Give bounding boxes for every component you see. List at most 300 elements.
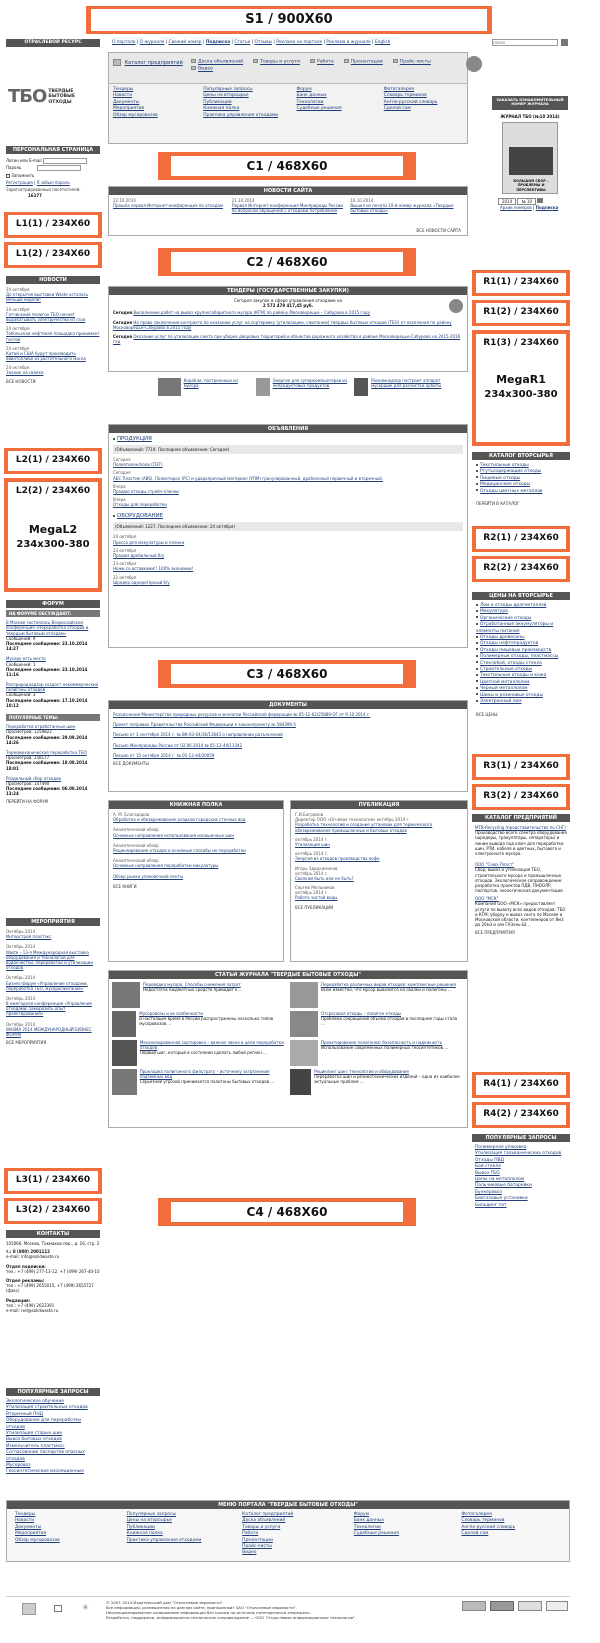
menu-item[interactable]: Банк данных xyxy=(353,1518,384,1524)
price-item[interactable]: Отходы древесины xyxy=(476,635,566,641)
forum-pop-link[interactable]: Термомеханическая переработка ТБО xyxy=(6,749,87,755)
nav-popular[interactable]: Популярные запросы xyxy=(203,87,253,92)
menu-item[interactable]: Каталог предприятий xyxy=(242,1512,294,1517)
recycle-catalog-all[interactable]: ПЕРЕЙТИ В КАТАЛОГ xyxy=(476,501,520,507)
top-link-fresh-issue[interactable]: Свежий номер xyxy=(168,40,202,45)
popular-left-item[interactable]: Вывоз бытовых отходов xyxy=(6,1437,62,1443)
article-thumb xyxy=(290,982,318,1008)
top-link-reviews[interactable]: Отзывы xyxy=(254,40,273,45)
book-link[interactable]: Рециклирование отходов и основные способы их переработки xyxy=(113,847,246,853)
menu-item[interactable]: Практика управления отходами xyxy=(126,1537,202,1543)
personal-page: ПЕРСОНАЛЬНАЯ СТРАНИЦА Логин или E-mail Пароль Запомнить Регистрация | Я забыл пароль Зарегистрированных посетителей: 16177 xyxy=(6,146,100,208)
price-item[interactable]: Строительные отходы xyxy=(476,667,566,673)
banner-c3[interactable] xyxy=(158,660,416,688)
nav-documents[interactable]: Документы xyxy=(113,99,140,105)
event-link[interactable]: Бизнес-форум «Управление отходами, переработка ТБО, мусоросжигание» xyxy=(6,980,88,991)
nav-trucks[interactable]: Обзор мусоровозов xyxy=(113,112,158,118)
enterprise-link[interactable]: MTB-Recycling (представительство по СНГ) xyxy=(475,825,566,830)
site-news-link[interactable]: Вышел из печати 10-й номер журнала «Твердые бытовые отходы» xyxy=(350,203,454,214)
forum-pop-item xyxy=(6,724,100,745)
contacts-title: КОНТАКТЫ xyxy=(6,1230,100,1238)
popular-left-item[interactable]: Геосинтетические изоляционные xyxy=(6,1469,84,1475)
article-link[interactable]: Отсресовая отходы – полигон отходы xyxy=(320,1011,402,1016)
login-input[interactable] xyxy=(43,158,87,164)
news-date: 24 октября xyxy=(6,306,30,312)
article-link[interactable]: Прокладка полигонного фильтрату – источнику загрязнения подземных вод xyxy=(139,1069,270,1080)
book-link[interactable]: Обработка и обезвреживание осадков городских сточных вод xyxy=(113,817,246,823)
recycle-item[interactable]: Пищевые отходы xyxy=(476,476,566,482)
menu-item[interactable]: Мероприятия xyxy=(15,1531,47,1537)
banner-megal2-name: MegaL2 xyxy=(28,523,78,537)
site-logo[interactable] xyxy=(8,86,100,110)
article-thumb xyxy=(112,982,140,1008)
nav-databank[interactable]: Банк данных xyxy=(296,93,327,99)
popular-right-item[interactable]: Цены на металлолом xyxy=(475,1177,525,1183)
tenders-seal-icon xyxy=(449,299,463,313)
footer-copy-notice: Несанкционированное копирование информации без ссылки на источник категорически запрещено. xyxy=(106,1609,311,1615)
menu-item[interactable]: Презентации xyxy=(242,1537,273,1543)
article-item xyxy=(112,1069,284,1095)
news-link[interactable]: Знание на свалке xyxy=(6,370,44,376)
nav-publications[interactable]: Публикации xyxy=(203,99,232,105)
search-icon[interactable] xyxy=(561,39,568,46)
banner-r3-1[interactable] xyxy=(472,754,570,780)
popular-left-item[interactable]: Согласование паспортов опасных отходов xyxy=(6,1450,85,1462)
prices-all[interactable]: ВСЕ ЦЕНЫ xyxy=(476,711,498,717)
site-news-item xyxy=(350,198,463,214)
ad-link[interactable]: Шредер однороторный б/у xyxy=(113,579,170,585)
pub-link[interactable]: Энергия из отходов производства кофе xyxy=(295,856,380,862)
menu-item[interactable]: Видео xyxy=(242,1550,257,1556)
banner-megar1-size: 234x300-380 xyxy=(484,389,558,400)
ad-item xyxy=(113,497,463,507)
price-item[interactable]: Отработанные аккумуляторы и элементы питания xyxy=(476,622,554,634)
publications-block xyxy=(290,800,468,962)
ad-tag: 24 октября xyxy=(113,534,137,540)
nav-tab-video[interactable] xyxy=(191,66,213,72)
tenders-title: ТЕНДЕРЫ (ГОСУДАРСТВЕННЫЕ ЗАКУПКИ) xyxy=(109,287,467,295)
ad-link[interactable]: Продаю отходы стрейч-пленки xyxy=(113,488,179,494)
docs-all[interactable]: ВСЕ ДОКУМЕНТЫ xyxy=(113,760,149,766)
price-item[interactable]: Органические отходы xyxy=(476,616,566,622)
nav-tab-jobs[interactable] xyxy=(310,59,334,65)
forum-pop-views: Просмотров: 147490 xyxy=(6,780,50,786)
footer-rights: Все информация, размещенная на данном сайте, принадлежит ЗАО "Отраслевые ведомости". xyxy=(106,1604,297,1610)
news-block xyxy=(6,276,100,440)
news-date: 24 октября xyxy=(6,365,30,371)
banner-c4[interactable] xyxy=(158,1198,416,1226)
menu-item[interactable]: Книжная полка xyxy=(126,1531,163,1537)
ad-link[interactable]: Отходы для переработки xyxy=(113,502,167,508)
book-author: Аналитический обзор xyxy=(113,827,159,833)
banner-r4-1[interactable] xyxy=(472,1072,570,1098)
banner-l2-2[interactable] xyxy=(4,478,102,592)
banner-l3-2[interactable] xyxy=(4,1198,102,1224)
popular-right-item[interactable]: Утилизация гальванических отходов xyxy=(475,1151,562,1157)
banner-l1-1-label: L1(1) / 234X60 xyxy=(8,215,98,235)
article-link[interactable]: Механизированная сортировка – важное звено в цепи переработки отходов xyxy=(139,1040,284,1051)
popular-right-item[interactable]: Полимерная упаковка xyxy=(475,1145,527,1150)
event-item xyxy=(6,944,100,970)
password-input[interactable] xyxy=(37,165,81,171)
presentation-icon xyxy=(344,59,349,63)
popular-left-item[interactable]: Вторичный ПНД xyxy=(6,1411,44,1417)
article-item xyxy=(112,1040,284,1066)
ads-section-equipment[interactable] xyxy=(113,513,463,520)
event-link[interactable]: Waste – 13-я Международная выставка оборудования и технологий для водоочистки, переработки и утилизации отходов xyxy=(6,949,93,971)
pub-link[interactable]: Разработка технологий и создание установок для термического обезвреживания промышленных и бытовых отходов xyxy=(295,822,433,833)
forum-link[interactable]: В Москве состоялась Всероссийская конференция «Переработка отходов и твердым бытовым отходам» xyxy=(6,620,89,636)
doc-link[interactable]: Письмо от 3 сентября 2014 г. № ВК-03-04/36/13643 о направлении разъяснений xyxy=(113,732,283,738)
forum-link[interactable]: Мусору есть место xyxy=(6,656,46,662)
tender-link[interactable]: Оказание услуг по утилизации смета при уборке дворовых территорий и объектов дорожного хозяйства в районе Московорецье-Сабурово на 2015-2016 год xyxy=(113,333,461,345)
banner-r1-2[interactable] xyxy=(472,300,570,326)
news-all-link[interactable]: ВСЕ НОВОСТИ xyxy=(6,378,36,384)
tender-tag: Сегодня xyxy=(113,319,133,325)
banner-r1-2-label: R1(2) / 234X60 xyxy=(476,303,566,323)
news-link[interactable]: Тобольская нефтяная площадка принимает гостей xyxy=(6,331,100,342)
price-item[interactable]: Макулатура xyxy=(476,609,566,615)
register-link[interactable]: Регистрация xyxy=(6,180,33,186)
article-link[interactable]: Проектирование полигонов: безопасность и надежность xyxy=(321,1040,443,1045)
menu-item[interactable]: Словарь терминов xyxy=(461,1518,505,1524)
banner-c2[interactable] xyxy=(158,248,416,276)
logo-line2: БЫТОВЫЕ xyxy=(48,94,76,100)
news-date: 24 октября xyxy=(6,287,30,292)
go-button[interactable] xyxy=(537,198,543,203)
event-link[interactable]: WASMA 2014 МЕЖДУНАРОДНЫЙ БИЗНЕС ФОРУМ xyxy=(6,1026,92,1037)
top-link-english[interactable]: English xyxy=(374,40,391,45)
event-link[interactable]: 8 ежегодная конференция «Управление отходами: заморозить опыт проектирования» xyxy=(6,1001,92,1017)
pub-link[interactable]: Работа чистой воды xyxy=(295,895,338,901)
banner-c1[interactable] xyxy=(158,152,416,180)
nav-tab-presentations[interactable] xyxy=(344,59,383,65)
article-item xyxy=(112,1011,284,1037)
price-item[interactable]: Текстильные отходы и кожа xyxy=(476,673,566,679)
forum-msgs: Сообщений: 9 xyxy=(6,635,36,641)
popular-left-item[interactable]: Утилизация строительных отходов xyxy=(6,1405,88,1411)
ad-item xyxy=(113,470,463,480)
popular-right-item[interactable]: Пальчиковые батарейки xyxy=(475,1183,532,1189)
portal-menu-title: МЕНЮ ПОРТАЛА "ТВЕРДЫЕ БЫТОВЫЕ ОТХОДЫ" xyxy=(7,1501,569,1509)
ads-title: ОБЪЯВЛЕНИЯ xyxy=(109,425,467,433)
order-issue-button[interactable] xyxy=(492,96,568,110)
menu-item[interactable]: Форум xyxy=(353,1512,369,1517)
forgot-link[interactable]: Я забыл пароль xyxy=(36,180,70,186)
banner-l3-1[interactable] xyxy=(4,1168,102,1194)
news-link[interactable]: Китай и США будут производить авиатопливо из растительного масла xyxy=(6,350,86,362)
publications-all[interactable]: ВСЕ ПУБЛИКАЦИИ xyxy=(295,904,334,910)
footer-sitemap-icon[interactable] xyxy=(54,1605,62,1612)
banner-r4-2[interactable] xyxy=(472,1102,570,1128)
nav-prices[interactable]: Цены на вторсырье xyxy=(203,93,249,99)
ad-item xyxy=(113,457,463,467)
docs-block xyxy=(108,700,468,792)
contacts-sub-phones: тел.: +7 (499) 277-13-12, +7 (499) 267-40-10 xyxy=(6,1268,100,1274)
menu-item[interactable]: Товары и услуги xyxy=(242,1524,281,1530)
banner-r1-3[interactable] xyxy=(472,330,570,446)
recycle-item[interactable]: Отходы цветных металлов xyxy=(476,489,566,495)
pub-meta: октябрь 2014 г. xyxy=(295,836,329,842)
pub-meta: октябрь 2014 г. xyxy=(295,870,329,876)
nav-events[interactable]: Мероприятия xyxy=(113,106,145,112)
banner-l2-1[interactable] xyxy=(4,448,102,474)
book-link[interactable]: Основные направления использования изношенных шин xyxy=(113,832,235,838)
menu-item[interactable]: Тендеры xyxy=(15,1512,36,1517)
banner-r3-2-label: R3(2) / 234X60 xyxy=(476,787,566,807)
article-link[interactable]: Переработка различных видов отходов: комплексные решения xyxy=(321,982,456,987)
promo-link: Роскомнадзор построит аппарат мусорщик для расчистки орбиты xyxy=(371,378,442,389)
nav-tenders[interactable]: Тендеры xyxy=(113,87,134,92)
banner-s1-label: S1 / 900X60 xyxy=(91,9,487,31)
site-news-item xyxy=(232,198,345,214)
search-input[interactable] xyxy=(492,39,558,46)
popular-right-item[interactable]: Бильдинг пэт xyxy=(475,1202,507,1208)
menu-item[interactable]: Популярные запросы xyxy=(126,1512,176,1517)
forum-all[interactable]: ПЕРЕЙТИ НА ФОРУМ xyxy=(6,799,49,805)
menu-item[interactable]: Фотогалерея xyxy=(461,1512,492,1517)
banner-l1-2[interactable] xyxy=(4,242,102,268)
search-box xyxy=(492,39,568,47)
events-all[interactable]: ВСЕ МЕРОПРИЯТИЯ xyxy=(6,1040,47,1046)
catalog-link[interactable] xyxy=(113,59,183,66)
popular-left-item[interactable]: Оборудование для переработки отходов xyxy=(6,1418,81,1430)
contacts-email[interactable]: e-mail: info@solidwaste.ru xyxy=(6,1254,60,1260)
nav-gallery[interactable]: Фотогалерея xyxy=(383,87,415,92)
journal-cover-caption: БОЛЬШОЙ СБОР – ПРОБЛЕМЫ И ПЕРСПЕКТИВЫ xyxy=(513,179,549,192)
pub-item xyxy=(295,866,463,882)
popular-left-item[interactable]: Экологическое обучение xyxy=(6,1399,64,1404)
pub-link[interactable]: Свалкам быть или не быть? xyxy=(295,875,354,881)
menu-item[interactable]: Обзор мусоровозов xyxy=(15,1537,60,1543)
ad-link[interactable]: АБС Пластик (ABS), Полистирол (PC) и ударопрочный материал (УПМ) гранулированный, дробленный первичный и вторичный. xyxy=(113,475,383,481)
contacts-phone: т.: 8 (800) 2001112 xyxy=(6,1249,50,1255)
issue-selector xyxy=(498,198,568,204)
article-thumb xyxy=(290,1011,318,1037)
promo-item[interactable] xyxy=(158,378,250,408)
remember-checkbox[interactable] xyxy=(6,174,10,178)
enterprise-desc: Производство всего спектра оборудования (шредеры, грануляторы, сепараторы) и линии вывода под ключ для переработки шин, РТИ, кабеля и цветных, бытового и электронного мусора. xyxy=(475,830,567,856)
nav-diy[interactable]: Сделай сам xyxy=(383,106,411,112)
nav-tech[interactable]: Технологии xyxy=(296,99,324,105)
top-links: О портале | О журнале | Свежий номер | Подписка | Статьи | Отзывы | Реклама на портале | Реклама в журнале | English xyxy=(112,40,391,45)
promo-item[interactable] xyxy=(256,378,348,408)
counter-badge-4[interactable] xyxy=(546,1601,568,1611)
banner-r3-1-label: R3(1) / 234X60 xyxy=(476,757,566,777)
doc-link[interactable]: Разъяснения Министерства природных ресурсов и экологии Российской федерации № 05-12-02/25889-ОГ от 9.10.2014 г. xyxy=(113,712,371,717)
banner-l1-1[interactable] xyxy=(4,212,102,238)
popular-right-item[interactable]: Бой стекла xyxy=(475,1164,501,1170)
bookshelf-all[interactable]: ВСЕ КНИГИ xyxy=(113,883,137,889)
recycle-catalog-title: КАТАЛОГ ВТОРСЫРЬЯ xyxy=(472,452,570,460)
popular-right-item[interactable]: Отходы ПВД xyxy=(475,1157,504,1163)
price-item[interactable]: Цветной металлолом xyxy=(476,680,566,686)
contacts-address: 105066, Москва, Токмаков пер., д. 16, стр. 2 xyxy=(6,1241,100,1246)
menu-item[interactable]: Документы xyxy=(15,1524,42,1530)
banner-r1-1[interactable] xyxy=(472,270,570,296)
article-excerpt: Всем известно, что мусор вывозится на свалки и полигоны ... xyxy=(321,987,452,993)
nav-books[interactable]: Книжная полка xyxy=(203,106,240,112)
recycle-item[interactable]: Ртутьсодержащие отходы xyxy=(476,469,566,475)
menu-item[interactable]: Технологии xyxy=(353,1524,381,1530)
article-link[interactable]: Переводка мусора. Способы снижения затрат xyxy=(143,982,241,987)
archive-link[interactable]: Архив номеров xyxy=(500,205,532,210)
tender-link[interactable]: Выполнение работ на вывоз крупногабаритного мусора (КГМ) по району Московорецье – Сабурово в 2015 году xyxy=(133,310,371,316)
pub-item xyxy=(295,851,463,861)
site-news-all-link[interactable]: ВСЕ НОВОСТИ САЙТА xyxy=(416,228,461,233)
footer-home-icon[interactable] xyxy=(22,1603,36,1615)
pub-item xyxy=(295,885,463,901)
year-select[interactable]: 2014 xyxy=(498,198,516,205)
enterprise-item xyxy=(472,862,570,893)
nav-tab-goods-label: Товары и услуги xyxy=(260,59,300,65)
popular-left-item[interactable]: Утилизация старых шин xyxy=(6,1431,63,1437)
top-link-subscribe[interactable]: Подписка xyxy=(205,40,231,45)
nav-practice[interactable]: Практика управления отходами xyxy=(203,112,279,118)
recycle-item[interactable]: Текстильные отходы xyxy=(476,463,566,469)
book-link[interactable]: Обзор рынка упаковочной ленты xyxy=(113,873,183,879)
top-link-about-portal[interactable]: О портале xyxy=(112,40,136,45)
menu-item[interactable]: Работа xyxy=(242,1531,259,1537)
banner-s1[interactable] xyxy=(86,6,492,34)
price-item[interactable]: Отходы пищевых производств xyxy=(476,648,566,654)
article-link[interactable]: Мусоровозы и их особенности xyxy=(139,1011,204,1016)
ad-tag: Сегодня xyxy=(113,456,131,462)
price-item[interactable]: Электронный лом xyxy=(476,699,566,705)
counter-badge-3[interactable] xyxy=(518,1601,542,1611)
popular-right-item[interactable]: Вывоз ТБО xyxy=(475,1170,500,1176)
recycle-item[interactable]: Медицинские отходы xyxy=(476,482,566,488)
pricelist-icon xyxy=(393,59,398,63)
banner-r2-2[interactable] xyxy=(472,556,570,582)
menu-item[interactable]: Прайс-листы xyxy=(242,1544,272,1550)
article-item xyxy=(290,1069,462,1095)
banner-r3-2[interactable] xyxy=(472,784,570,810)
nav-news[interactable]: Новости xyxy=(113,93,133,99)
ad-item xyxy=(113,561,463,571)
nav-tab-board[interactable] xyxy=(191,59,243,65)
pub-item xyxy=(295,837,463,847)
price-item[interactable]: Шины и резиновые отходы xyxy=(476,693,566,699)
price-item[interactable]: Черный металлолом xyxy=(476,686,566,692)
subscribe-link[interactable]: Подписка xyxy=(535,205,559,210)
pub-meta: октябрь 2014 г. xyxy=(295,890,329,896)
nav-tab-goods[interactable] xyxy=(253,59,300,65)
forum-msgs: Сообщений: 3 xyxy=(6,692,36,698)
nav-forum[interactable]: Форум xyxy=(296,87,312,92)
forum-link[interactable]: Росприроднадзор создаст некоммерческие полигоны отходов xyxy=(6,682,99,693)
event-date: Октябрь 2014 xyxy=(6,944,36,950)
counter-badge-2[interactable] xyxy=(490,1601,514,1611)
menu-item[interactable]: Публикации xyxy=(126,1524,155,1530)
counter-badge-1[interactable] xyxy=(462,1601,486,1611)
news-item xyxy=(6,287,100,303)
banner-megar1-name: MegaR1 xyxy=(496,373,546,387)
number-select[interactable]: № 10 xyxy=(517,198,536,205)
promo-item[interactable] xyxy=(354,378,454,408)
enterprise-link[interactable]: ООО "Союз-Пласт" xyxy=(475,862,515,868)
doc-link[interactable]: Проект поправок Правительства Российской Федерации к законопроекту № 584399-5 xyxy=(113,722,296,728)
ad-item xyxy=(113,484,463,494)
journal-cover[interactable] xyxy=(502,122,558,194)
nav-dictionary[interactable]: Англо-русский словарь xyxy=(383,99,438,105)
popular-left-item[interactable]: Мусоровоз xyxy=(6,1463,31,1469)
news-link[interactable]: До открытия выставки Waste осталось меньше недели! xyxy=(6,292,89,303)
menu-item[interactable]: Новости xyxy=(15,1518,35,1524)
top-link-about-journal[interactable]: О журнале xyxy=(139,40,165,45)
ad-link[interactable]: Продам дробильный б/у xyxy=(113,552,165,558)
nav-court[interactable]: Судебные решения xyxy=(296,106,342,112)
nav-tab-presentations-label: Презентации xyxy=(350,59,383,65)
price-item[interactable]: Лом и отходы драгметаллов xyxy=(476,603,566,609)
doc-link[interactable]: Письмо от 15 октября 2014 г. № 05-12-44/20059 xyxy=(113,752,215,758)
site-news-title: НОВОСТИ САЙТА xyxy=(109,187,467,195)
footer-star-icon[interactable]: ✳ xyxy=(82,1603,89,1612)
footer-copyright: © 2007–2014 Издательский дом "Отраслевые ведомости". xyxy=(106,1600,224,1605)
top-link-journal-ads[interactable]: Реклама в журнале xyxy=(326,40,371,45)
forum-pop-link[interactable]: Переработка отработанных шин xyxy=(6,724,76,730)
ads-section-products[interactable] xyxy=(113,436,463,443)
price-item[interactable]: Отходы нефтепродуктов xyxy=(476,641,566,647)
news-item xyxy=(6,307,100,323)
ad-link[interactable]: Ножи со вставками!! 100% экономии! xyxy=(113,566,194,572)
menu-item[interactable]: Доска объявлений xyxy=(242,1518,286,1524)
contacts-sub-head: Отдел подписки: xyxy=(6,1263,46,1269)
event-link[interactable]: Интерстрой пластэкс xyxy=(6,934,52,940)
forum-pop-views: Просмотров: 1259822 xyxy=(6,729,52,735)
news-link[interactable]: Гатчинский полигон ТБО начнет вырабатывать электричество из газа xyxy=(6,311,86,322)
popular-left-item[interactable]: Измельчитель пластмасс xyxy=(6,1443,65,1449)
forum-popular: ПОПУЛЯРНЫЕ ТЕМЫ: xyxy=(6,714,100,721)
events-title: МЕРОПРИЯТИЯ xyxy=(6,918,100,926)
promo-link: Энергия для суперкомпьютеров из непродуктовых продуктов xyxy=(272,378,348,389)
tender-link[interactable]: На право заключения контракта по оказанию услуг на сортировку (утилизацию, сжиганию) твердых бытовых отходов (ТБО) от населения по району Московорецье–Сабурово в 2015 году xyxy=(113,319,452,330)
publications-title: ПУБЛИКАЦИЯ xyxy=(291,801,467,809)
contacts-block xyxy=(6,1230,100,1380)
doc-link[interactable]: Письмо Минприроды России от 02.06.2014 № 05-12-44/11342 xyxy=(113,742,243,748)
pub-link[interactable]: Утилизация шин xyxy=(295,841,330,847)
top-link-portal-ads[interactable]: Реклама на портале xyxy=(276,40,323,45)
popular-right-item[interactable]: Биогазовые установки xyxy=(475,1196,528,1202)
nav-tab-pricelists[interactable] xyxy=(393,59,431,65)
ad-tag: 23 октября xyxy=(113,547,137,553)
forum-pop-link[interactable]: Раздельный сбор отходов xyxy=(6,775,61,781)
menu-item[interactable]: Судебные решения xyxy=(353,1531,399,1537)
ad-link[interactable]: Пресса для макулатуры и пленки xyxy=(113,539,185,545)
nav-glossary[interactable]: Словарь терминов xyxy=(383,93,427,99)
popular-right-item[interactable]: Бункеровоз xyxy=(475,1189,502,1195)
promo-thumb xyxy=(256,378,270,396)
book-link[interactable]: Основные направления переработки макулатуры xyxy=(113,863,219,869)
contacts-ed-email[interactable]: e-mail: red@solidwaste.ru xyxy=(6,1307,59,1313)
banner-r4-1-label: R4(1) / 234X60 xyxy=(476,1075,566,1095)
enterprises-all[interactable]: ВСЕ ПРЕДПРИЯТИЯ xyxy=(475,930,515,936)
article-link[interactable]: Рециклинг шин: технологии и оборудование xyxy=(314,1069,409,1074)
banner-r2-1[interactable] xyxy=(472,526,570,552)
forum-pop-last: Последнее сообщение: 29.09.2014 14:26 xyxy=(6,734,88,745)
ad-link[interactable]: Полиэтилен/поли (ПЭТ) xyxy=(113,462,163,468)
menu-item[interactable]: Англо-русский словарь xyxy=(461,1524,516,1530)
menu-item[interactable]: Цены на вторсырье xyxy=(126,1518,172,1524)
price-item[interactable]: Стеклобой, отходы стекла xyxy=(476,661,566,667)
menu-item[interactable]: Сделай сам xyxy=(461,1531,489,1537)
site-news-link[interactable]: Прошла первая Интернет-конференция по отходам xyxy=(113,203,223,209)
enterprise-link[interactable]: ООО "МСК" xyxy=(475,896,499,902)
site-news-link[interactable]: Первая Интернет-конференция Минприроды России по вопросам обращения с отходами потребления xyxy=(231,203,343,214)
top-link-articles[interactable]: Статьи xyxy=(234,40,251,45)
price-item[interactable]: Полимерные отходы, пластмассы xyxy=(476,654,566,660)
tenders-sum: 2 572 479 417,45 руб. xyxy=(262,303,314,309)
